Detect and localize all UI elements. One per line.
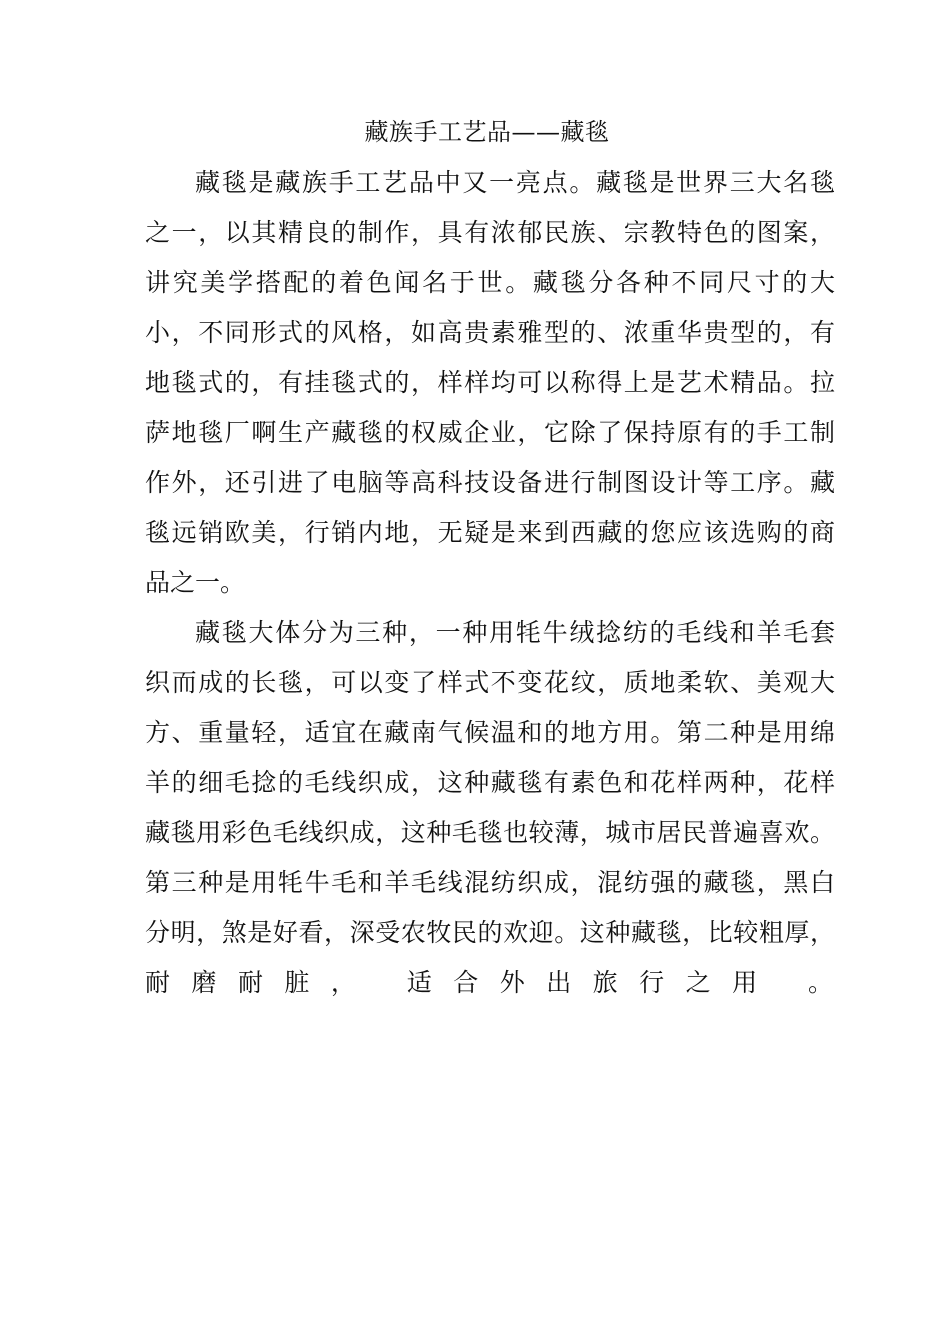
paragraph-2-line-6: 第三种是用牦牛毛和羊毛线混纺织成，混纺强的藏毯，黑白 xyxy=(145,868,835,897)
paragraph-1-line-3: 讲究美学搭配的着色闻名于世。藏毯分各种不同尺寸的大 xyxy=(145,268,835,297)
paragraph-1-line-5: 地毯式的，有挂毯式的，样样均可以称得上是艺术精品。拉 xyxy=(145,368,835,397)
paragraph-2-line-3: 方、重量轻，适宜在藏南气候温和的地方用。第二种是用绵 xyxy=(145,718,835,747)
paragraph-2-line-4: 羊的细毛捻的毛线织成，这种藏毯有素色和花样两种，花样 xyxy=(145,768,835,797)
paragraph-1 xyxy=(145,158,835,608)
paragraph-2-line-2: 织而成的长毯，可以变了样式不变花纹，质地柔软、美观大 xyxy=(145,668,835,697)
paragraph-2-line-1: 藏毯大体分为三种，一种用牦牛绒捻纺的毛线和羊毛套 xyxy=(195,618,835,647)
paragraph-2-line-8: 耐磨耐脏， 适合外出旅行之用 。 xyxy=(145,968,835,997)
paragraph-1-line-4: 小，不同形式的风格，如高贵素雅型的、浓重华贵型的，有 xyxy=(145,318,835,347)
document-title: 藏族手工艺品——藏毯 xyxy=(364,118,610,146)
paragraph-1-line-1: 藏毯是藏族手工艺品中又一亮点。藏毯是世界三大名毯 xyxy=(195,168,835,197)
paragraph-1-line-6: 萨地毯厂啊生产藏毯的权威企业，它除了保持原有的手工制 xyxy=(145,418,835,447)
paragraph-2-line-7: 分明，煞是好看，深受农牧民的欢迎。这种藏毯，比较粗厚， xyxy=(145,918,835,947)
paragraph-1-line-8: 毯远销欧美，行销内地，无疑是来到西藏的您应该选购的商 xyxy=(145,518,835,547)
paragraph-2-line-5: 藏毯用彩色毛线织成，这种毛毯也较薄，城市居民普遍喜欢。 xyxy=(145,818,835,847)
paragraph-1-line-9: 品之一。 xyxy=(145,568,246,597)
paragraph-2 xyxy=(145,608,835,1008)
paragraph-1-line-2: 之一，以其精良的制作，具有浓郁民族、宗教特色的图案， xyxy=(145,218,835,247)
paragraph-1-line-7: 作外，还引进了电脑等高科技设备进行制图设计等工序。藏 xyxy=(145,468,835,497)
